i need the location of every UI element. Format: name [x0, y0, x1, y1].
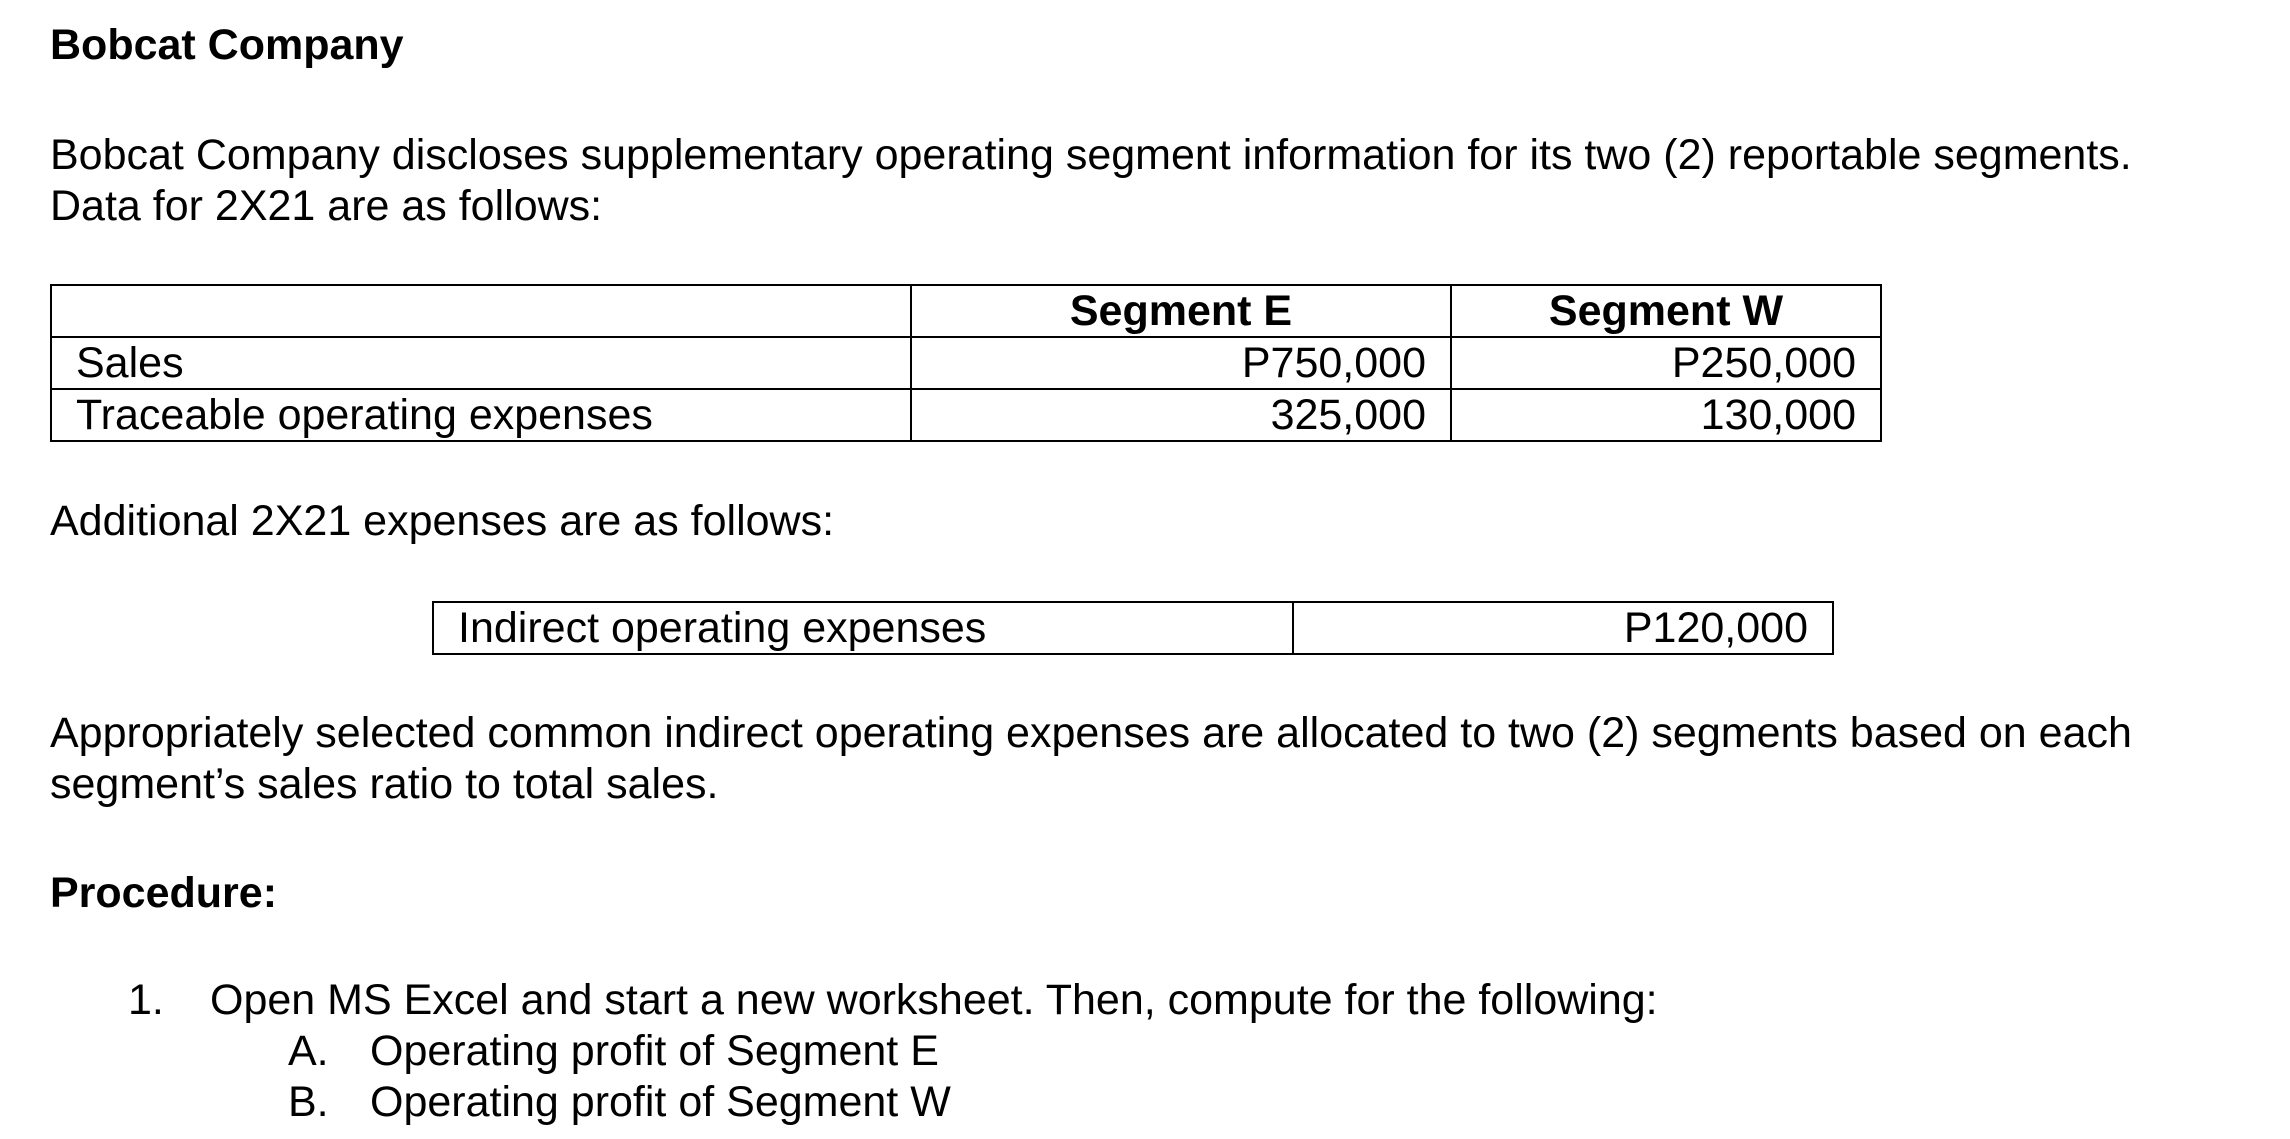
traceable-segment-w: 130,000 — [1451, 389, 1881, 441]
intro-paragraph-line-1: Bobcat Company discloses supplementary operating segment information for its two (2) reportable segments. — [50, 131, 2132, 179]
table-row — [433, 602, 1833, 654]
additional-expenses-table — [432, 601, 1834, 655]
allocation-paragraph-line-2: segment’s sales ratio to total sales. — [50, 760, 719, 808]
header-empty-cell — [51, 285, 911, 337]
procedure-step-1-text: Open MS Excel and start a new worksheet. Then, compute for the following: — [210, 976, 1658, 1024]
row-label-traceable-expenses: Traceable operating expenses — [51, 389, 911, 441]
procedure-item-a-text: Operating profit of Segment E — [370, 1027, 939, 1075]
indirect-expenses-label: Indirect operating expenses — [433, 602, 1293, 654]
header-segment-e: Segment E — [911, 285, 1451, 337]
procedure-step-1-number: 1. — [128, 976, 164, 1024]
document-title: Bobcat Company — [50, 21, 404, 69]
procedure-item-b-letter: B. — [288, 1078, 329, 1126]
sales-segment-e: P750,000 — [911, 337, 1451, 389]
segment-table — [50, 284, 1882, 442]
row-label-sales: Sales — [51, 337, 911, 389]
procedure-item-a-letter: A. — [288, 1027, 329, 1075]
header-segment-w: Segment W — [1451, 285, 1881, 337]
traceable-segment-e: 325,000 — [911, 389, 1451, 441]
indirect-expenses-value: P120,000 — [1293, 602, 1833, 654]
table-header-row — [51, 285, 1881, 337]
procedure-heading: Procedure: — [50, 869, 278, 917]
table-row — [51, 337, 1881, 389]
procedure-item-b-text: Operating profit of Segment W — [370, 1078, 951, 1126]
table-row — [51, 389, 1881, 441]
sales-segment-w: P250,000 — [1451, 337, 1881, 389]
intro-paragraph-line-2: Data for 2X21 are as follows: — [50, 182, 603, 230]
allocation-paragraph-line-1: Appropriately selected common indirect operating expenses are allocated to two (2) segments based on each — [50, 709, 2132, 757]
additional-expenses-text: Additional 2X21 expenses are as follows: — [50, 497, 835, 545]
